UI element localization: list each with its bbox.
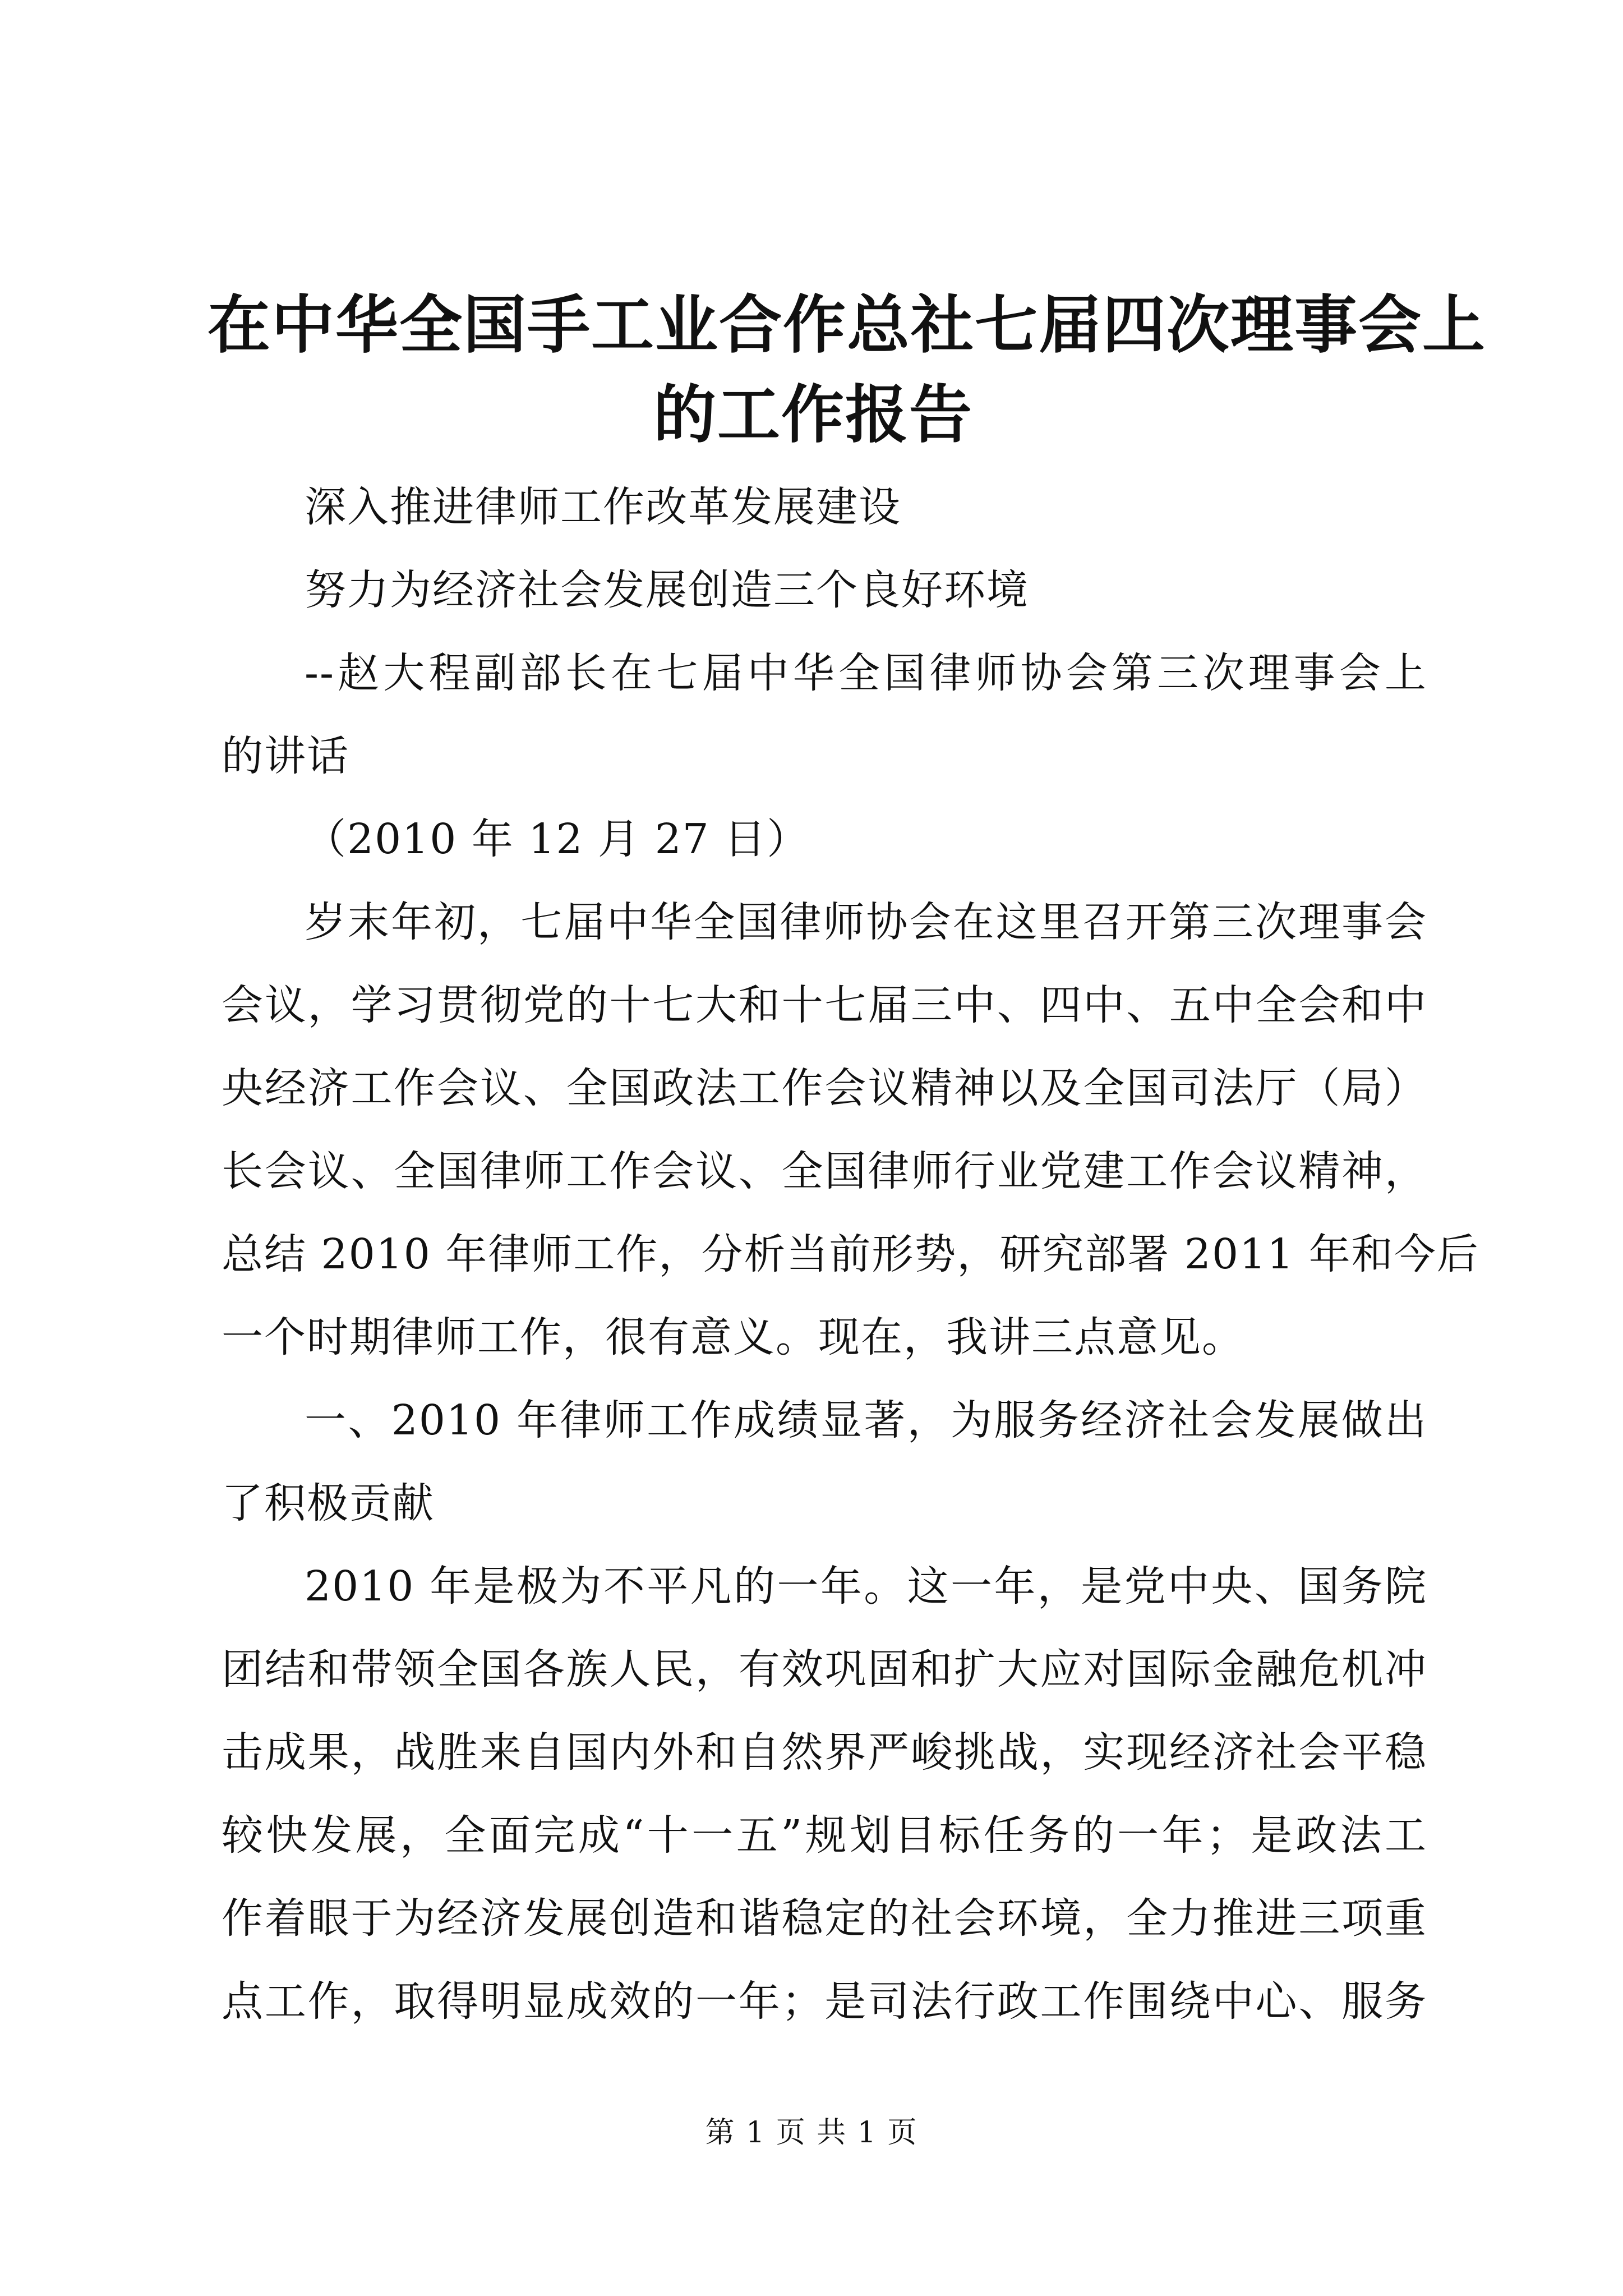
body-line: 岁末年初，七届中华全国律师协会在这里召开第三次理事会 [305, 898, 1427, 946]
body-line: 一个时期律师工作，很有意义。现在，我讲三点意见。 [222, 1313, 1244, 1361]
body-line: 央经济工作会议、全国政法工作会议精神以及全国司法厅（局） [222, 1064, 1427, 1112]
body-line: 了积极贡献 [222, 1479, 435, 1527]
body-line: 长会议、全国律师工作会议、全国律师行业党建工作会议精神， [222, 1147, 1427, 1195]
body-line: 点工作，取得明显成效的一年；是司法行政工作围绕中心、服务 [222, 1977, 1427, 2026]
body-line: 会议，学习贯彻党的十七大和十七届三中、四中、五中全会和中 [222, 981, 1427, 1029]
body-line: --赵大程副部长在七届中华全国律师协会第三次理事会上 [305, 649, 1427, 697]
body-line: 努力为经济社会发展创造三个良好环境 [305, 566, 1029, 614]
body-line: 较快发展，全面完成“十一五”规划目标任务的一年；是政法工 [222, 1811, 1427, 1860]
body-line: 的讲话 [222, 732, 349, 780]
body-line: 作着眼于为经济发展创造和谐稳定的社会环境，全力推进三项重 [222, 1894, 1427, 1943]
document-title [208, 280, 1486, 460]
body-line: 总结 2010 年律师工作，分析当前形势，研究部署 2011 年和今后 [222, 1230, 1479, 1278]
body-line: 深入推进律师工作改革发展建设 [305, 483, 901, 531]
body-line: 团结和带领全国各族人民，有效巩固和扩大应对国际金融危机冲 [222, 1645, 1427, 1694]
title-line: 的工作报告 [653, 378, 973, 452]
body-line: 一、2010 年律师工作成绩显著，为服务经济社会发展做出 [305, 1396, 1427, 1444]
body-line: 击成果，战胜来自国内外和自然界严峻挑战，实现经济社会平稳 [222, 1728, 1427, 1777]
body-line: （2010 年 12 月 27 日） [305, 815, 810, 863]
title-line: 在中华全国手工业合作总社七届四次理事会上 [208, 288, 1486, 362]
body-line: 2010 年是极为不平凡的一年。这一年，是党中央、国务院 [305, 1562, 1427, 1611]
document-body [222, 466, 1479, 2043]
page-footer: 第 1 页 共 1 页 [705, 2116, 918, 2150]
